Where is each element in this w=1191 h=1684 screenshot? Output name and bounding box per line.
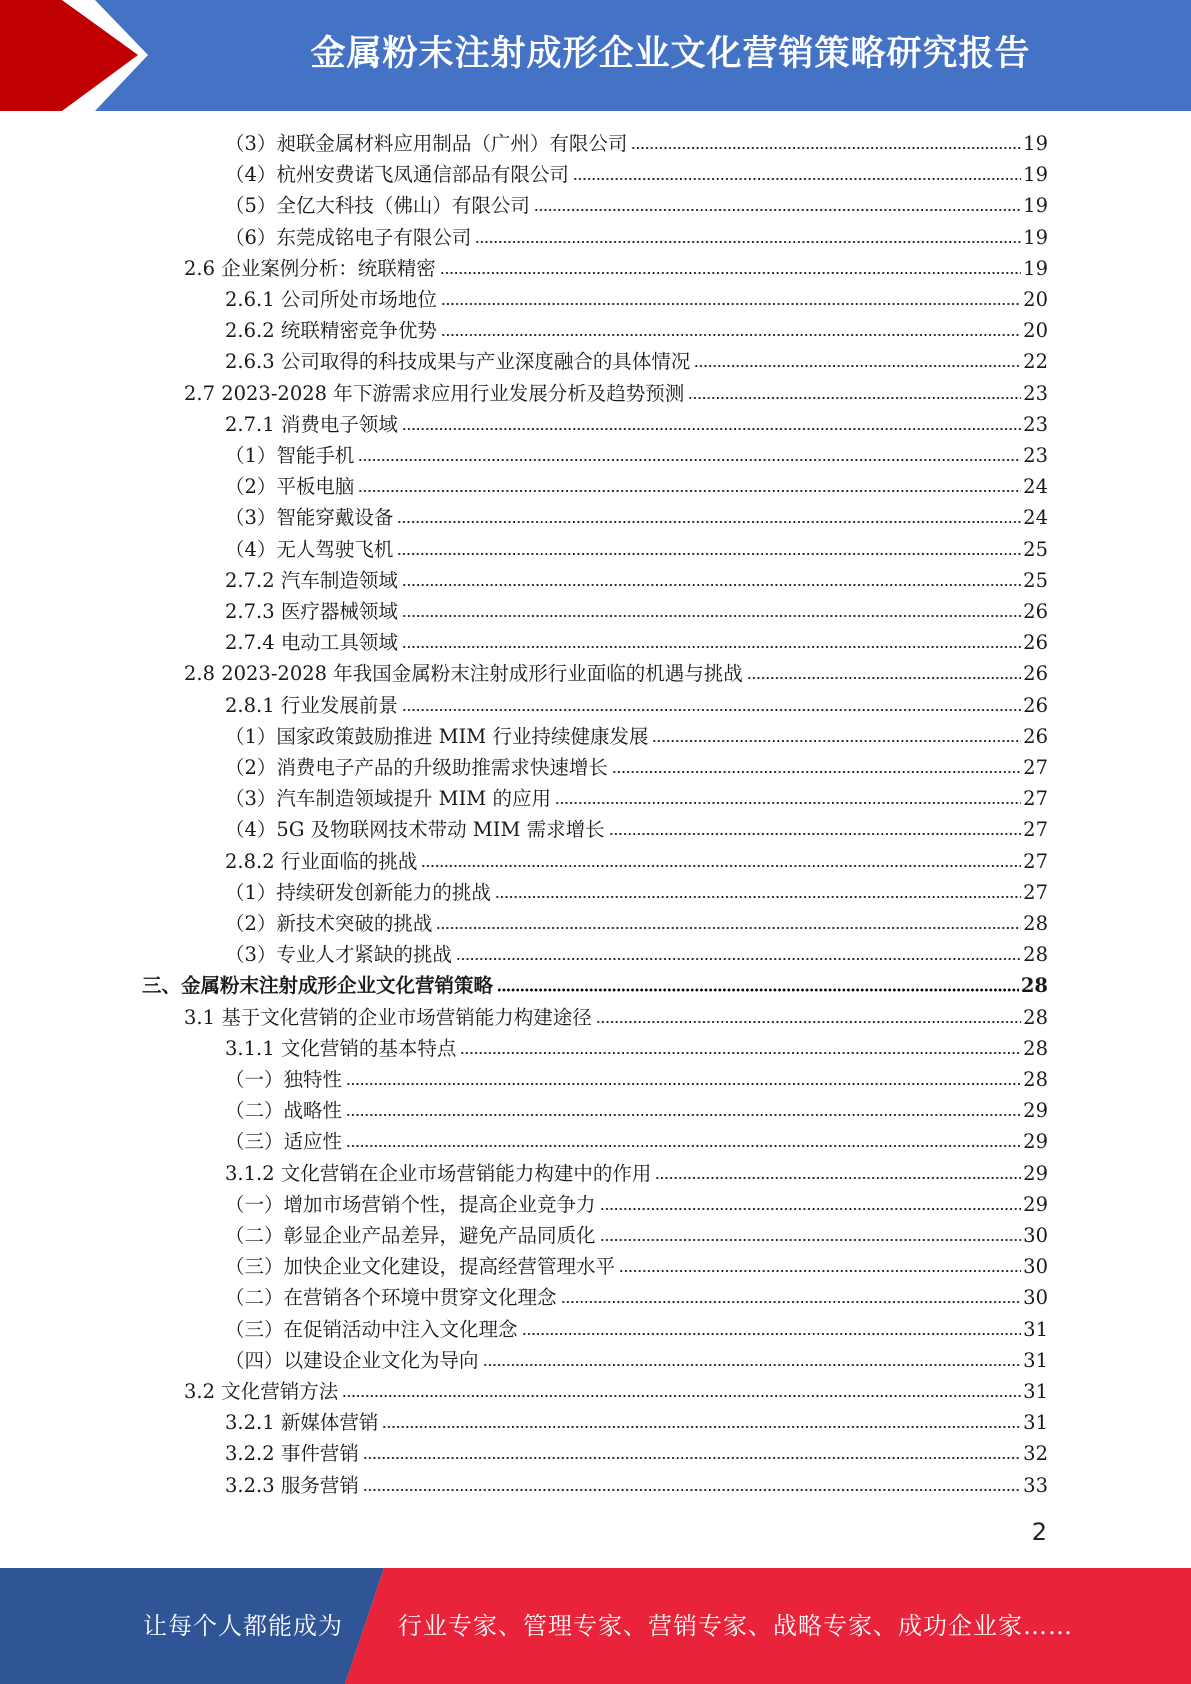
toc-entry-title: 2.8.1 行业发展前景	[225, 693, 398, 717]
page-header	[0, 0, 1191, 111]
toc-entry[interactable]	[225, 1313, 1048, 1344]
toc-entry[interactable]	[225, 938, 1048, 969]
toc-entry-title: （1）持续研发创新能力的挑战	[225, 880, 491, 904]
toc-entry-title: （三）适应性	[225, 1130, 343, 1154]
toc-entry[interactable]	[225, 283, 1048, 314]
toc-entry[interactable]	[225, 158, 1048, 189]
toc-dot-leader	[495, 894, 1021, 900]
toc-entry-page: 19	[1023, 163, 1048, 187]
toc-entry-title: （5）全亿大科技（佛山）有限公司	[225, 194, 530, 218]
page-footer	[0, 1568, 1191, 1684]
toc-dot-leader	[342, 1393, 1021, 1399]
toc-entry[interactable]	[225, 1469, 1048, 1500]
toc-entry-title: （二）在营销各个环境中贯穿文化理念	[225, 1286, 557, 1310]
toc-entry[interactable]	[225, 221, 1048, 252]
toc-entry-page: 25	[1023, 568, 1048, 592]
toc-dot-leader	[402, 644, 1021, 650]
toc-entry-title: （1）智能手机	[225, 444, 355, 467]
toc-entry-title: 2.7 2023-2028 年下游需求应用行业发展分析及趋势预测	[184, 381, 685, 405]
toc-entry[interactable]	[225, 501, 1048, 532]
toc-entry-title: 2.7.2 汽车制造领域	[225, 568, 398, 592]
toc-dot-leader	[358, 457, 1021, 463]
toc-entry-title: （三）在促销活动中注入文化理念	[225, 1317, 518, 1341]
toc-dot-leader	[694, 363, 1021, 369]
toc-dot-leader	[382, 1424, 1021, 1430]
toc-dot-leader	[631, 145, 1021, 151]
toc-entry-page: 27	[1023, 818, 1048, 842]
toc-entry-page: 19	[1023, 225, 1048, 249]
toc-dot-leader	[609, 831, 1022, 837]
toc-entry[interactable]	[225, 1188, 1048, 1219]
toc-entry-page: 29	[1023, 1161, 1048, 1185]
toc-dot-leader	[600, 1206, 1022, 1212]
toc-entry-title: （一）独特性	[225, 1068, 343, 1091]
toc-entry[interactable]	[225, 189, 1048, 220]
toc-entry[interactable]	[225, 782, 1048, 813]
toc-dot-leader	[596, 1019, 1021, 1025]
toc-entry-page: 30	[1023, 1255, 1048, 1279]
toc-dot-leader	[441, 332, 1021, 338]
toc-entry-page: 31	[1023, 1348, 1048, 1372]
toc-entry[interactable]	[225, 751, 1048, 782]
toc-entry-title: 2.6.3 公司取得的科技成果与产业深度融合的具体情况	[225, 350, 691, 374]
toc-dot-leader	[440, 270, 1021, 276]
toc-dot-leader	[346, 1081, 1021, 1087]
toc-entry[interactable]	[225, 408, 1048, 439]
toc-entry[interactable]	[225, 127, 1048, 158]
toc-dot-leader	[402, 707, 1021, 713]
toc-entry[interactable]	[225, 533, 1048, 564]
toc-dot-leader	[655, 1175, 1021, 1181]
toc-entry-page: 29	[1023, 1130, 1048, 1154]
toc-entry-page: 28	[1023, 1005, 1048, 1029]
toc-entry-title: 2.6.2 统联精密竞争优势	[225, 319, 437, 343]
toc-entry-title: 2.7.4 电动工具领域	[225, 631, 398, 655]
toc-entry-page: 23	[1023, 412, 1048, 436]
toc-entry[interactable]	[225, 1125, 1048, 1156]
toc-entry-title: （三）加快企业文化建设，提高经营管理水平	[225, 1255, 616, 1279]
toc-entry-title: 2.8.2 行业面临的挑战	[225, 849, 418, 873]
toc-entry-title: （一）增加市场营销个性，提高企业竞争力	[225, 1192, 596, 1216]
toc-entry-page: 27	[1023, 849, 1048, 873]
footer-slogan-right: 行业专家、管理专家、营销专家、战略专家、成功企业家……	[398, 1612, 1073, 1640]
toc-entry-title: （二）彰显企业产品差异，避免产品同质化	[225, 1224, 596, 1247]
toc-entry[interactable]	[225, 1406, 1048, 1437]
toc-dot-leader	[600, 1237, 1022, 1243]
toc-dot-leader	[397, 551, 1021, 557]
toc-entry-title: （2）新技术突破的挑战	[225, 912, 433, 935]
toc-entry-title: （6）东莞成铭电子有限公司	[225, 225, 472, 249]
toc-entry[interactable]	[225, 907, 1048, 938]
toc-entry[interactable]	[225, 314, 1048, 345]
toc-entry-page: 31	[1023, 1411, 1048, 1435]
toc-entry-title: 2.6.1 公司所处市场地位	[225, 288, 437, 311]
toc-entry-title: （四）以建设企业文化为导向	[225, 1348, 479, 1372]
toc-entry-page: 26	[1023, 662, 1048, 686]
toc-entry-page: 29	[1023, 1099, 1048, 1123]
toc-entry[interactable]	[225, 813, 1048, 844]
toc-entry-page: 22	[1023, 350, 1048, 374]
toc-entry-page: 28	[1023, 943, 1048, 967]
toc-entry-title: （4）杭州安费诺飞凤通信部品有限公司	[225, 163, 569, 187]
toc-entry-page: 26	[1023, 600, 1048, 623]
toc-dot-leader	[346, 1143, 1021, 1149]
toc-dot-leader	[402, 582, 1021, 588]
toc-entry-page: 28	[1023, 1036, 1048, 1060]
toc-entry-page: 19	[1023, 132, 1048, 155]
toc-entry-page: 33	[1023, 1473, 1048, 1497]
toc-entry-page: 32	[1023, 1442, 1048, 1466]
toc-entry[interactable]	[225, 1063, 1048, 1094]
toc-entry-title: 三、金属粉末注射成形企业文化营销策略	[142, 974, 494, 998]
toc-entry-page: 24	[1023, 475, 1048, 499]
toc-entry[interactable]	[225, 595, 1048, 626]
toc-dot-leader	[402, 613, 1021, 619]
toc-entry[interactable]	[225, 689, 1048, 720]
toc-dot-leader	[436, 925, 1021, 931]
toc-dot-leader	[363, 1487, 1021, 1493]
toc-entry-page: 27	[1023, 787, 1048, 811]
toc-entry-title: 3.2.3 服务营销	[225, 1473, 359, 1497]
toc-entry-page: 26	[1023, 631, 1048, 655]
toc-entry[interactable]	[184, 657, 1048, 688]
toc-dot-leader	[652, 738, 1021, 744]
toc-dot-leader	[363, 1455, 1021, 1461]
toc-entry-title: （3）智能穿戴设备	[225, 506, 394, 530]
toc-entry[interactable]	[225, 1219, 1048, 1250]
toc-entry-page: 30	[1023, 1224, 1048, 1247]
toc-dot-leader	[522, 1331, 1022, 1337]
toc-entry-page: 28	[1023, 912, 1048, 935]
toc-entry[interactable]	[225, 1094, 1048, 1125]
toc-dot-leader	[497, 987, 1019, 993]
toc-entry[interactable]	[225, 1250, 1048, 1281]
toc-entry-title: 2.8 2023-2028 年我国金属粉末注射成形行业面临的机遇与挑战	[184, 662, 743, 686]
toc-entry[interactable]	[225, 1032, 1048, 1063]
toc-entry-title: （3）昶联金属材料应用制品（广州）有限公司	[225, 132, 628, 155]
toc-dot-leader	[475, 239, 1021, 245]
toc-entry-page: 29	[1023, 1192, 1048, 1216]
toc-entry[interactable]	[225, 564, 1048, 595]
toc-entry[interactable]	[142, 969, 1048, 1000]
toc-entry-page: 19	[1023, 194, 1048, 218]
toc-entry-page: 27	[1023, 756, 1048, 779]
toc-entry[interactable]	[225, 1344, 1048, 1375]
toc-dot-leader	[456, 956, 1021, 962]
toc-entry[interactable]	[225, 720, 1048, 751]
toc-entry[interactable]	[225, 876, 1048, 907]
toc-entry-page: 30	[1023, 1286, 1048, 1310]
toc-entry-title: 2.7.3 医疗器械领域	[225, 600, 398, 623]
toc-entry-title: （二）战略性	[225, 1099, 343, 1123]
toc-entry[interactable]	[225, 439, 1048, 470]
toc-entry-page: 23	[1023, 444, 1048, 467]
toc-dot-leader	[688, 395, 1021, 401]
toc-entry-page: 23	[1023, 381, 1048, 405]
toc-entry-page: 24	[1023, 506, 1048, 530]
toc-entry-title: （3）汽车制造领域提升 MIM 的应用	[225, 787, 551, 811]
toc-entry-page: 31	[1023, 1380, 1048, 1403]
toc-entry-page: 28	[1020, 974, 1048, 998]
toc-entry[interactable]	[184, 1375, 1048, 1406]
toc-entry-title: 3.2.2 事件营销	[225, 1442, 359, 1466]
toc-dot-leader	[402, 426, 1021, 432]
toc-entry-page: 25	[1023, 537, 1048, 561]
report-title: 金属粉末注射成形企业文化营销策略研究报告	[310, 34, 1031, 74]
toc-entry-title: 3.2.1 新媒体营销	[225, 1411, 379, 1435]
toc-entry[interactable]	[184, 252, 1048, 283]
toc-entry-title: 3.1.2 文化营销在企业市场营销能力构建中的作用	[225, 1161, 652, 1185]
toc-entry-page: 28	[1023, 1068, 1048, 1091]
toc-entry-page: 27	[1023, 880, 1048, 904]
toc-entry-title: （2）消费电子产品的升级助推需求快速增长	[225, 756, 608, 779]
toc-dot-leader	[612, 769, 1021, 775]
toc-entry-page: 19	[1023, 256, 1048, 280]
toc-entry-title: 2.6 企业案例分析：统联精密	[184, 256, 436, 280]
toc-entry-page: 20	[1023, 288, 1048, 311]
toc-entry[interactable]	[184, 1001, 1048, 1032]
toc-entry-page: 26	[1023, 693, 1048, 717]
toc-entry[interactable]	[225, 1157, 1048, 1188]
toc-dot-leader	[397, 519, 1021, 525]
toc-entry[interactable]	[225, 345, 1048, 376]
toc-entry-title: 3.2 文化营销方法	[184, 1380, 339, 1403]
toc-entry-title: （3）专业人才紧缺的挑战	[225, 943, 452, 967]
toc-entry[interactable]	[184, 377, 1048, 408]
toc-entry-page: 20	[1023, 319, 1048, 343]
toc-dot-leader	[358, 488, 1021, 494]
page-number: 2	[1031, 1518, 1047, 1546]
toc-entry-title: 3.1.1 文化营销的基本特点	[225, 1036, 457, 1060]
toc-dot-leader	[421, 863, 1021, 869]
toc-entry-title: 3.1 基于文化营销的企业市场营销能力构建途径	[184, 1005, 592, 1029]
toc-entry[interactable]	[225, 470, 1048, 501]
toc-dot-leader	[483, 1362, 1022, 1368]
toc-dot-leader	[346, 1112, 1021, 1118]
toc-entry-title: （4）无人驾驶飞机	[225, 537, 394, 561]
toc-dot-leader	[460, 1050, 1021, 1056]
toc-dot-leader	[619, 1268, 1021, 1274]
toc-dot-leader	[561, 1299, 1022, 1305]
toc-entry-page: 31	[1023, 1317, 1048, 1341]
toc-entry-title: 2.7.1 消费电子领域	[225, 412, 398, 436]
footer-slogan-left: 让每个人都能成为	[143, 1612, 343, 1640]
toc-dot-leader	[441, 301, 1021, 307]
toc-dot-leader	[534, 207, 1021, 213]
toc-dot-leader	[555, 800, 1021, 806]
toc-entry-title: （2）平板电脑	[225, 475, 355, 499]
toc-entry-title: （4）5G 及物联网技术带动 MIM 需求增长	[225, 818, 605, 842]
toc-dot-leader	[573, 176, 1021, 182]
toc-entry[interactable]	[225, 626, 1048, 657]
toc-dot-leader	[747, 675, 1021, 681]
toc-entry-title: （1）国家政策鼓励推进 MIM 行业持续健康发展	[225, 724, 649, 748]
toc-entry-page: 26	[1023, 724, 1048, 748]
toc-entry[interactable]	[225, 1437, 1048, 1468]
toc-entry[interactable]	[225, 1281, 1048, 1312]
toc-entry[interactable]	[225, 845, 1048, 876]
